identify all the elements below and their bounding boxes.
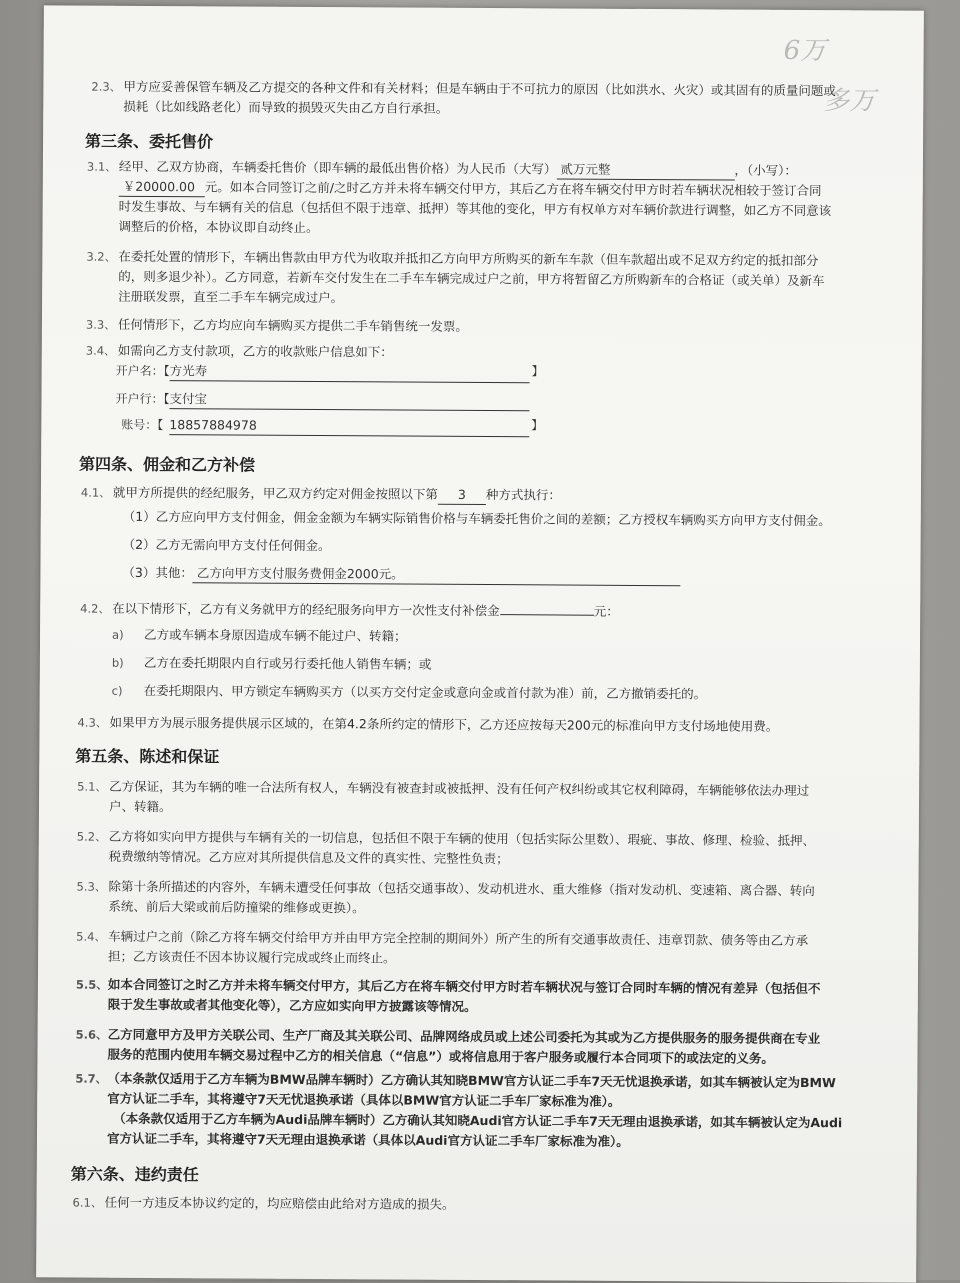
bracket-close: 】 bbox=[531, 364, 544, 379]
price-in-figures: ￥20000.00 bbox=[119, 178, 205, 198]
clause-number: 5.3、 bbox=[76, 879, 107, 894]
clause-text: （本条款仅适用于乙方车辆为Audi品牌车辆时）乙方确认其知晓Audi官方认证二手车7天无理由退换承诺，如其车辆被认定为Audi bbox=[113, 1110, 843, 1131]
clause-text: 除第十条所描述的内容外，车辆未遭受任何事故（包括交通事故）、发动机进水、重大维修（指对发动机、变速箱、离合器、转向 bbox=[108, 878, 815, 899]
clause-text: （本条款仅适用于乙方车辆为BMW品牌车辆时）乙方确认其知晓BMW官方认证二手车7天无忧退换承诺，如其车辆被认定为BMW bbox=[107, 1070, 836, 1091]
contract-page bbox=[36, 5, 924, 1282]
bracket-close: 】 bbox=[531, 418, 544, 433]
clause-number: 4.2、 bbox=[80, 601, 111, 616]
account-name-label: 开户名：【 bbox=[115, 363, 170, 379]
clause-text: 如需向乙方支付款项，乙方的收款账户信息如下： bbox=[117, 342, 393, 360]
handwritten-note: 6万 bbox=[783, 35, 827, 67]
article-heading: 第三条、委托售价 bbox=[85, 131, 214, 152]
clause-text: 经甲、乙双方协商，车辆委托售价（即车辆的最低出售价格）为人民币（大写） 贰万元整 ，（小写）： bbox=[119, 158, 797, 181]
clause-text: 损耗（比如线路老化）而导致的损毁灭失由乙方自行承担。 bbox=[123, 98, 449, 116]
clause-text: 服务的范围内使用车辆交易过程中乙方的相关信息（“信息”）或将信息用于客户服务或履行本合同项下的或法定的义务。 bbox=[107, 1046, 774, 1066]
bank-label: 开户行：【 bbox=[115, 391, 170, 407]
article-heading: 第五条、陈述和保证 bbox=[75, 746, 220, 767]
item-letter: b) bbox=[111, 655, 124, 670]
clause-text: 甲方应妥善保管车辆及乙方提交的各种文件和有关材料；但是车辆由于不可抗力的原因（比如洪水、火灾）或其固有的质量问题或 bbox=[123, 78, 836, 99]
clause-text: 担；乙方该责任不因本协议履行完成或终止而终止。 bbox=[108, 948, 396, 966]
clause-text: 车辆过户之前（除乙方将车辆交付给甲方并由甲方完全控制的期间外）所产生的所有交通事故责任、违章罚款、债务等由乙方承 bbox=[108, 928, 809, 949]
account-name-value: 方光寿 bbox=[170, 362, 530, 383]
compensation-amount-blank bbox=[500, 614, 594, 616]
clause-text: 的，则多退少补）。乙方同意，若新车交付发生在二手车车辆完成过户之前，甲方将暂留乙方所购新车的合格证（或关单）及新车 bbox=[118, 268, 825, 289]
commission-option-3: （3）其他： 乙方向甲方支付服务费佣金2000元。 bbox=[122, 564, 681, 586]
commission-option-choice: 3 bbox=[438, 486, 486, 505]
clause-number: 3.4、 bbox=[85, 343, 116, 358]
clause-text: 乙方或车辆本身原因造成车辆不能过户、转籍； bbox=[144, 626, 407, 644]
clause-text: 税费缴纳等情况。乙方应对其所提供信息及文件的真实性、完整性负责； bbox=[108, 848, 509, 867]
clause-text: 如本合同签订之时乙方并未将车辆交付甲方，其后乙方在将车辆交付甲方时若车辆状况与签订合同时车辆的情况有差异（包括但不 bbox=[107, 976, 821, 997]
clause-number: 3.1、 bbox=[86, 159, 117, 174]
clause-text: 如果甲方为展示服务提供展示区域的，在第4.2条所约定的情形下，乙方还应按每天200元的标准向甲方支付场地使用费。 bbox=[109, 714, 779, 734]
item-letter: a) bbox=[112, 627, 124, 642]
item-letter: c) bbox=[111, 683, 123, 698]
clause-text: 户、转籍。 bbox=[108, 798, 172, 815]
clause-number: 2.3、 bbox=[91, 79, 122, 94]
article-heading: 第四条、佣金和乙方补偿 bbox=[79, 454, 256, 475]
clause-number: 5.7、 bbox=[75, 1071, 108, 1086]
clause-text: 官方认证二手车，其将遵守7天无理由退换承诺（具体以Audi官方认证二手车厂家标准为准）。 bbox=[106, 1130, 629, 1149]
clause-text: 系统、前后大梁或前后防撞梁的维修或更换）。 bbox=[108, 898, 365, 916]
clause-text: 乙方在委托期限内自行或另行委托他人销售车辆；或 bbox=[143, 654, 432, 672]
clause-text: 官方认证二手车，其将遵守7天无忧退换承诺（具体以BMW官方认证二手车厂家标准为准）。 bbox=[107, 1090, 621, 1109]
clause-number: 5.4、 bbox=[76, 929, 107, 944]
article-heading: 第六条、违约责任 bbox=[70, 1164, 199, 1185]
clause-text: 在以下情形下，乙方有义务就甲方的经纪服务向甲方一次性支付补偿金 元： bbox=[112, 600, 619, 619]
clause-text: 乙方保证，其为车辆的唯一合法所有权人，车辆没有被查封或被抵押、没有任何产权纠纷或其它权利障碍，车辆能够依法办理过 bbox=[109, 778, 810, 799]
clause-text: 乙方将如实向甲方提供与车辆有关的一切信息，包括但不限于车辆的使用（包括实际公里数）、瑕疵、事故、修理、检验、抵押、 bbox=[108, 828, 816, 849]
bank-value: 支付宝 bbox=[169, 390, 529, 411]
account-number-value: 18857884978 bbox=[169, 416, 529, 437]
clause-text: 乙方同意甲方及甲方关联公司、生产厂商及其关联公司、品牌网络成员或上述公司委托为其或为乙方提供服务的服务提供商在专业 bbox=[107, 1026, 821, 1047]
clause-text: 时发生事故、与车辆有关的信息（包括但不限于违章、抵押）等其他的变化，甲方有权单方对车辆价款进行调整，如乙方不同意该 bbox=[118, 198, 832, 219]
clause-number: 4.1、 bbox=[80, 485, 111, 500]
commission-option-2: （2）乙方无需向甲方支付任何佣金。 bbox=[122, 536, 331, 554]
clause-text: 任何情形下，乙方均应向车辆购买方提供二手车销售统一发票。 bbox=[117, 316, 469, 334]
clause-text: 在委托期限内、甲方锁定车辆购买方（以买方交付定金或意向金或首付款为准）前，乙方撤销委托的。 bbox=[143, 682, 707, 702]
clause-text: 限于发生事故或者其他变化等），乙方应如实向甲方披露该等情况。 bbox=[107, 996, 477, 1014]
clause-text: 调整后的价格，本协议即自动终止。 bbox=[118, 218, 319, 236]
clause-number: 6.1、 bbox=[72, 1195, 103, 1210]
handwritten-note: 多万 bbox=[823, 86, 876, 117]
clause-text: 注册联发票，直至二手车车辆完成过户。 bbox=[118, 288, 344, 306]
clause-number: 3.2、 bbox=[86, 249, 117, 264]
clause-text: 就甲方所提供的经纪服务，甲乙双方约定对佣金按照以下第 3 种方式执行： bbox=[113, 484, 561, 506]
clause-number: 4.3、 bbox=[77, 715, 108, 730]
clause-number: 5.5、 bbox=[75, 977, 108, 992]
account-number-label: 账号：【 bbox=[121, 417, 164, 433]
commission-other-value: 乙方向甲方支付服务费佣金2000元。 bbox=[193, 564, 681, 586]
clause-text: 任何一方违反本协议约定的，均应赔偿由此给对方造成的损失。 bbox=[104, 1194, 455, 1212]
clause-number: 5.1、 bbox=[77, 779, 107, 794]
clause-number: 5.2、 bbox=[76, 829, 107, 844]
clause-text: ￥20000.00 元。如本合同签订之前/之时乙方并未将车辆交付甲方，其后乙方在将车辆交付甲方时若车辆状况相较于签订合同 bbox=[119, 178, 822, 201]
commission-option-1: （1）乙方应向甲方支付佣金，佣金金额为车辆实际销售价格与车辆委托售价之间的差额；乙方授权车辆购买方向甲方支付佣金。 bbox=[122, 508, 831, 529]
clause-text: 在委托处置的情形下，车辆出售款由甲方代为收取并抵扣乙方向甲方所购买的新车车款（但车款超出或不足双方约定的抵扣部分 bbox=[118, 248, 819, 269]
clause-number: 5.6、 bbox=[75, 1027, 108, 1042]
clause-number: 3.3、 bbox=[85, 317, 116, 332]
price-in-words: 贰万元整 bbox=[556, 160, 734, 180]
